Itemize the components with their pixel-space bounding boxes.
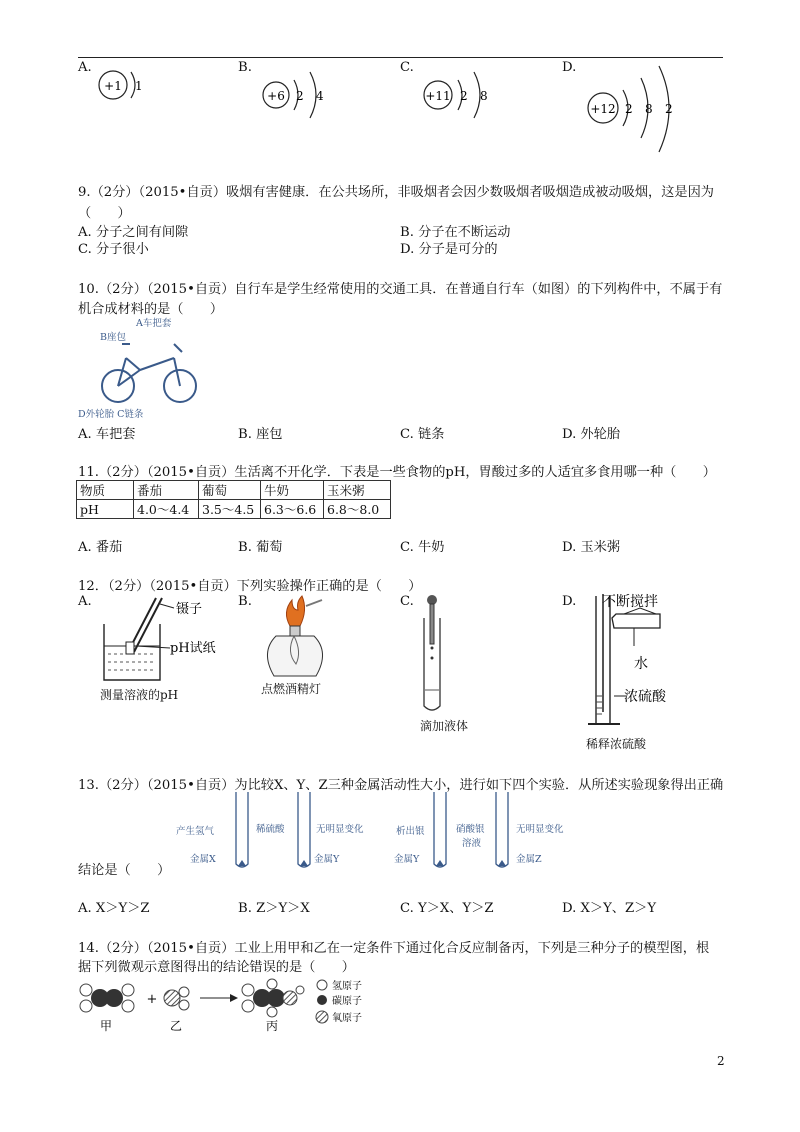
q12-option-b-label[interactable]: B.	[238, 594, 252, 609]
q9-option-a[interactable]: A. 分子之间有间隙	[78, 225, 189, 240]
q12-d-tag-water: 水	[634, 656, 648, 672]
q9-option-b[interactable]: B. 分子在不断运动	[400, 225, 511, 240]
q8-option-c-label: C.	[400, 60, 414, 75]
q10-option-b[interactable]: B. 座包	[238, 427, 283, 442]
q12-option-b-caption: 点燃酒精灯	[261, 682, 322, 696]
q11-option-a[interactable]: A. 番茄	[78, 540, 123, 555]
q9-option-d[interactable]: D. 分子是可分的	[400, 242, 498, 257]
q12-option-d-dilution-figure	[580, 592, 710, 732]
q11-ph-table	[76, 480, 391, 519]
svg-text:金属Y: 金属Y	[314, 854, 340, 865]
q8-option-a-label: A.	[78, 60, 92, 75]
q10-stem-line-1: 10.（2分）（2015•自贡）自行车是学生经常使用的交通工具．在普通自行车（如图）的下列构件中，不属于有	[78, 282, 723, 297]
svg-text:+12: +12	[590, 102, 616, 116]
svg-text:2: 2	[296, 89, 304, 103]
q13-test-tubes-figure	[172, 790, 592, 876]
q14-label-yi: 乙	[169, 1019, 183, 1033]
q14-stem-line-2: 据下列微观示意图得出的结论错误的是（ ）	[78, 960, 355, 975]
q10-label-dc: D外轮胎 C链条	[78, 409, 144, 420]
q10-bicycle-figure	[78, 318, 208, 420]
q14-legend-carbon: 碳原子	[332, 996, 362, 1007]
q9-option-c[interactable]: C. 分子很小	[78, 242, 149, 257]
q8-option-d-atom-diagram	[585, 70, 695, 160]
q12-option-d-caption: 稀释浓硫酸	[586, 737, 647, 751]
q10-option-c[interactable]: C. 链条	[400, 427, 445, 442]
table-row: 物质 番茄 葡萄 牛奶 玉米粥	[77, 481, 391, 500]
table-row: pH 4.0～4.4 3.5～4.5 6.3～6.6 6.8～8.0	[77, 500, 391, 519]
q12-option-a-caption: 测量溶液的pH	[100, 688, 179, 702]
q8-option-a-atom-diagram	[95, 66, 165, 106]
svg-text:2: 2	[665, 102, 673, 116]
q12-d-tag-acid: 浓硫酸	[624, 689, 666, 705]
q8-option-d-label: D.	[562, 60, 577, 75]
q13-option-d[interactable]: D. X＞Y、Z＞Y	[562, 901, 657, 916]
q12-d-tag-stir: 不断搅拌	[602, 594, 658, 610]
q14-legend-oxygen: 氧原子	[332, 1013, 362, 1024]
q14-label-jia: 甲	[99, 1019, 113, 1033]
q14-molecule-model-figure	[76, 976, 386, 1034]
svg-text:8: 8	[645, 102, 653, 116]
q9-stem-line-2: （ ）	[78, 206, 131, 221]
svg-text:无明显变化: 无明显变化	[516, 824, 564, 835]
q12-stem-line-1: 12．（2分）（2015•自贡）下列实验操作正确的是（ ）	[78, 579, 422, 594]
q8-option-c-atom-diagram	[420, 70, 510, 120]
q12-a-tag-tweezers: 镊子	[176, 602, 203, 617]
q10-label-a: A车把套	[136, 318, 172, 329]
q8-a-shell-1: 1	[135, 79, 143, 93]
q10-label-b: B座包	[100, 332, 126, 343]
svg-text:稀硫酸: 稀硫酸	[256, 824, 285, 835]
q13-option-c[interactable]: C. Y＞X、Y＞Z	[400, 901, 494, 916]
svg-text:4: 4	[316, 89, 324, 103]
q12-option-d-label[interactable]: D.	[562, 594, 577, 609]
q11-option-b[interactable]: B. 葡萄	[238, 540, 283, 555]
q12-option-a-label[interactable]: A.	[78, 594, 92, 609]
svg-text:硝酸银: 硝酸银	[456, 824, 485, 835]
q14-label-bing: 丙	[265, 1019, 279, 1033]
svg-text:8: 8	[480, 89, 488, 103]
q12-option-a-figure	[98, 594, 228, 684]
svg-text:+11: +11	[425, 89, 451, 103]
svg-text:2: 2	[460, 89, 468, 103]
q14-plus-sign: +	[146, 992, 158, 1007]
q11-option-d[interactable]: D. 玉米粥	[562, 540, 621, 555]
q10-option-a[interactable]: A. 车把套	[78, 427, 136, 442]
q10-option-d[interactable]: D. 外轮胎	[562, 427, 621, 442]
svg-text:金属Y: 金属Y	[394, 854, 420, 865]
q8-option-b-atom-diagram	[258, 70, 348, 120]
q11-stem-line-1: 11.（2分）（2015•自贡）生活离不开化学．下表是一些食物的pH，胃酸过多的人适宜多食用哪一种（ ）	[78, 465, 716, 480]
svg-text:金属Z: 金属Z	[516, 854, 542, 865]
q12-option-c-caption: 滴加液体	[420, 719, 469, 733]
svg-text:无明显变化: 无明显变化	[316, 824, 364, 835]
svg-text:2: 2	[625, 102, 633, 116]
q12-option-b-alcohol-lamp-figure	[256, 592, 336, 682]
q12-a-tag-ph-paper: pH试纸	[170, 641, 216, 656]
q8-a-nucleus: +1	[104, 79, 122, 93]
q13-stem-line-2: 结论是（ ）	[78, 863, 171, 878]
q12-option-c-dropper-figure	[418, 594, 458, 714]
q12-option-c-label[interactable]: C.	[400, 594, 414, 609]
page-number: 2	[717, 1054, 725, 1068]
q10-stem-line-2: 机合成材料的是（ ）	[78, 302, 224, 317]
q13-option-b[interactable]: B. Z＞Y＞X	[238, 901, 310, 916]
svg-text:溶液: 溶液	[462, 838, 482, 849]
q13-option-a[interactable]: A. X＞Y＞Z	[78, 901, 150, 916]
header-rule	[78, 57, 723, 58]
q14-legend-hydrogen: 氢原子	[332, 981, 362, 992]
svg-text:析出银: 析出银	[396, 826, 425, 837]
svg-text:+6: +6	[267, 89, 285, 103]
q8-option-b-label: B.	[238, 60, 252, 75]
svg-text:产生氢气: 产生氢气	[176, 826, 215, 837]
svg-text:金属X: 金属X	[190, 854, 216, 865]
q14-stem-line-1: 14.（2分）（2015•自贡）工业上用甲和乙在一定条件下通过化合反应制备丙，下列是三种分子的模型图，根	[78, 941, 710, 956]
q11-option-c[interactable]: C. 牛奶	[400, 540, 445, 555]
q13-stem-line-1: 13.（2分）（2015•自贡）为比较X、Y、Z三种金属活动性大小，进行如下四个实验．从所述实验现象得出正确	[78, 778, 724, 793]
q9-stem-line-1: 9.（2分）（2015•自贡）吸烟有害健康．在公共场所，非吸烟者会因少数吸烟者吸烟造成被动吸烟，这是因为	[78, 185, 714, 200]
